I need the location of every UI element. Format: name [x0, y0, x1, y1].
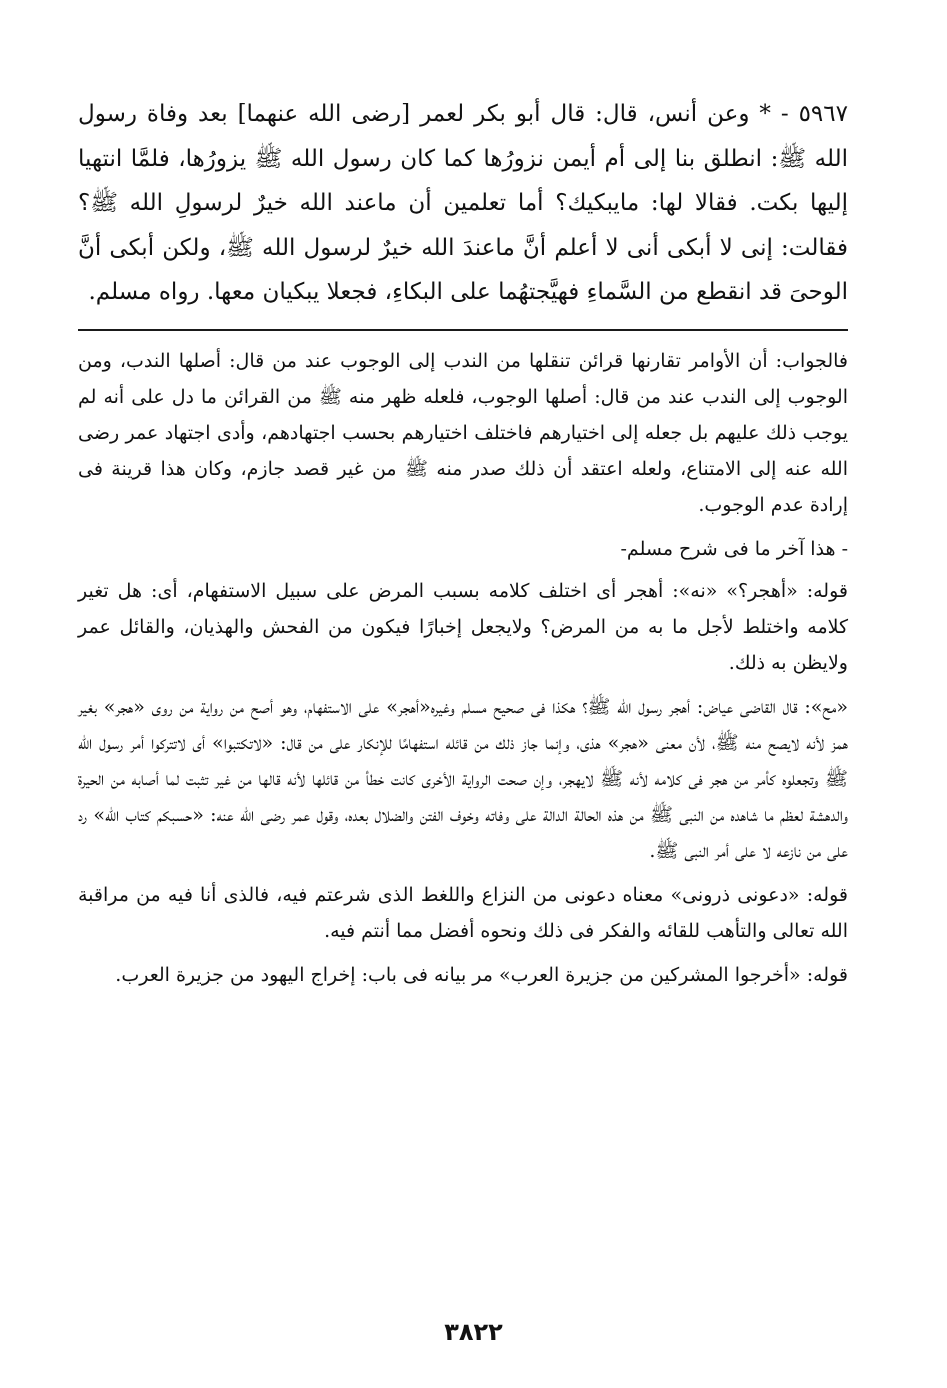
section-divider: [78, 329, 848, 331]
commentary-paragraph: قوله: «أهجر؟» «نه»: أهجر أى اختلف كلامه بسبب المرض على سبيل الاستفهام، أى: هل تغير كلامه واختلط لأجل ما به من المرض؟ ولايجعل إخبارًا فيكون من الفحش والهذيان، والقائل عمر ولايظن به ذلك.: [78, 579, 848, 674]
hadith-text: ٥٩٦٧ - * وعن أنس، قال: قال أبو بكر لعمر [رضى الله عنهما] بعد وفاة رسول الله ﷺ: انطلق بنا إلى أم أيمن نزورُها كما كان رسول الله ﷺ يزورُها، فلمَّا انتهيا إليها بكت. فقالا لها: مايبكيك؟ أما تعلمين أن ماعند الله خيرٌ لرسولِ الله ﷺ؟ فقالت: إنى لا أبكى أنى لا أعلم أنَّ ماعندَ الله خيرٌ لرسول الله ﷺ، ولكن أبكى أنَّ الوحىَ قد انقطع من السَّماءِ فهيَّجتهُما على البكاءِ، فجعلا يبكيان معها. رواه مسلم.: [78, 101, 848, 305]
commentary-paragraph: - هذا آخر ما فى شرح مسلم-: [620, 537, 848, 560]
commentary-paragraph: «مح»: قال القاضى عياض: أهجر رسول الله ﷺ؟ هكذا فى صحيح مسلم وغيره«أهجر» على الاستفهام، وهو أصح من رواية من روى «هجر» بغير همز لأنه لايصح منه ﷺ، لأن معنى «هجر» هذى، وإنما جاز ذلك من قائله استفهامًا للإنكار على من قال: «لاتكتبوا» أى لاتتركوا أمر رسول الله ﷺ وتجعلوه كأمر من هجر فى كلامه لأنه ﷺ لايهجر، وإن صحت الرواية الأخرى كانت خطأ من قائلها لأنه قالها من غير تثبت لما أصابه من الحيرة والدهشة لعظم ما شاهده من النبى ﷺ من هذه الحالة الدالة على وفاته وخوف الفتن والضلال بعده، وقول عمر رضى الله عنه: «حسبكم كتاب الله» رد على من نازعه لا على أمر النبى ﷺ.: [78, 695, 848, 862]
commentary-paragraph: قوله: «دعونى ذرونى» معناه دعونى من النزاع واللغط الذى شرعتم فيه، فالذى أنا فيه من مراقبة الله تعالى والتأهب للقائه والفكر فى ذلك ونحوه أفضل مما أنتم فيه.: [78, 883, 848, 942]
commentary-paragraph: قوله: «أخرجوا المشركين من جزيرة العرب» مر بيانه فى باب: إخراج اليهود من جزيرة العرب.: [115, 963, 848, 986]
commentary-paragraph: فالجواب: أن الأوامر تقارنها قرائن تنقلها من الندب إلى الوجوب عند من قال: أصلها الندب، ومن الوجوب إلى الندب عند من قال: أصلها الوجوب، فلعله ظهر منه ﷺ من القرائن ما دل على أنه لم يوجب ذلك عليهم بل جعله إلى اختيارهم فاختلف اختيارهم بحسب اجتهادهم، وأدى اجتهاد عمر رضى الله عنه إلى الامتناع، ولعله اعتقد أن ذلك صدر منه ﷺ من غير قصد جازم، وكان هذا قرينة فى إرادة عدم الوجوب.: [78, 349, 848, 516]
page-body: [78, 92, 848, 1001]
page-number: ٣٨٢٢: [444, 1318, 503, 1346]
commentary: [78, 343, 848, 993]
